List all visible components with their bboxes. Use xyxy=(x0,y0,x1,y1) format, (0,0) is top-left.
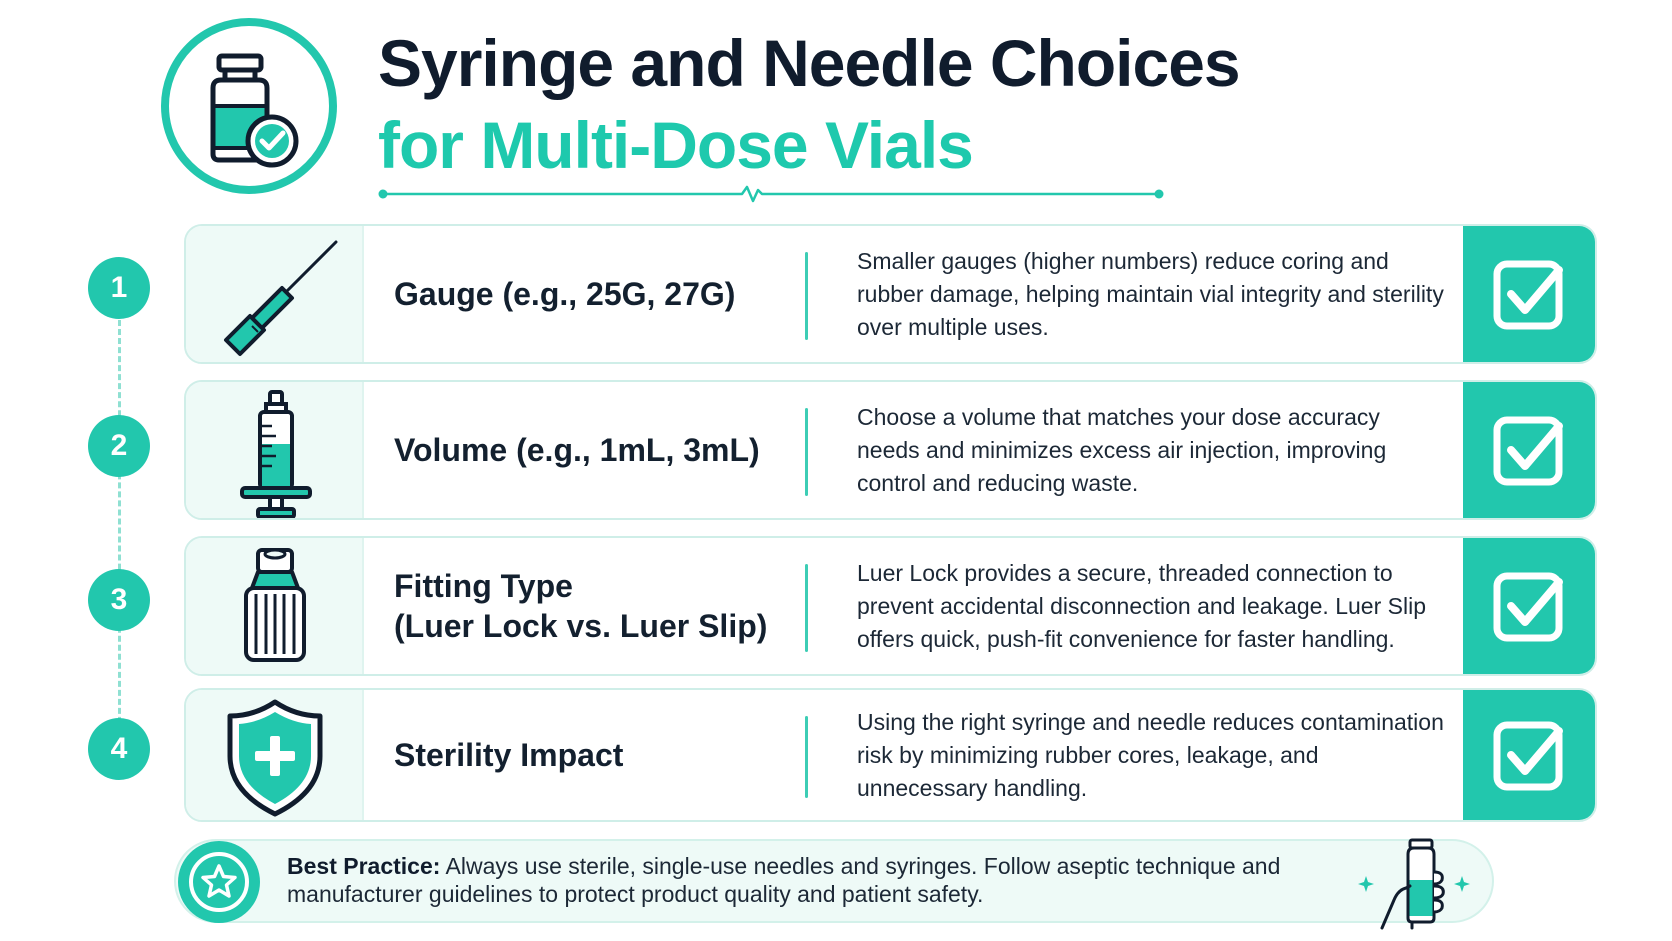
step-icon-cell xyxy=(186,226,364,362)
step-description: Smaller gauges (higher numbers) reduce coring and rubber damage, helping maintain vial integrity and sterility over multiple uses. xyxy=(857,247,1444,340)
step-description: Choose a volume that matches your dose accuracy needs and minimizes excess air injection, improving control and reducing waste. xyxy=(857,403,1387,496)
step-label xyxy=(394,690,774,820)
step-check-cell xyxy=(1463,538,1595,674)
step-label-line-1: Volume (e.g., 1mL, 3mL) xyxy=(394,432,760,468)
checkbox-check-icon xyxy=(1463,382,1595,520)
step-label-line-2: (Luer Lock vs. Luer Slip) xyxy=(394,608,768,644)
step-card-volume xyxy=(184,380,1597,520)
best-practice-label: Best Practice: xyxy=(287,853,441,879)
step-divider xyxy=(805,408,808,496)
step-icon-cell xyxy=(186,690,364,820)
step-card-gauge xyxy=(184,224,1597,364)
step-number-4: 4 xyxy=(88,718,150,780)
step-label-line-1: Fitting Type xyxy=(394,568,573,604)
vial-check-icon xyxy=(169,26,329,186)
step-card-sterility-impact xyxy=(184,688,1597,822)
step-check-cell xyxy=(1463,382,1595,518)
page-title xyxy=(378,22,1240,186)
step-connector xyxy=(118,320,121,750)
step-check-cell xyxy=(1463,690,1595,820)
header-logo xyxy=(161,18,337,194)
step-label xyxy=(394,538,774,674)
syringe-icon xyxy=(186,382,364,520)
title-line-1: Syringe and Needle Choices xyxy=(378,26,1240,100)
best-practice-badge xyxy=(178,841,260,923)
checkbox-check-icon xyxy=(1463,538,1595,676)
step-label-line-1: Gauge (e.g., 25G, 27G) xyxy=(394,276,736,312)
step-number-3: 3 xyxy=(88,569,150,631)
step-icon-cell xyxy=(186,382,364,518)
step-description: Using the right syringe and needle reduces contamination risk by minimizing rubber cores, leakage, and unnecessary handling. xyxy=(857,708,1444,801)
step-divider xyxy=(805,564,808,652)
step-icon-cell xyxy=(186,538,364,674)
step-label xyxy=(394,382,774,518)
best-practice-body: Always use sterile, single-use needles and syringes. Follow aseptic technique and manufacturer guidelines to protect product quality and patient safety. xyxy=(287,853,1281,907)
best-practice-text xyxy=(287,852,1347,908)
title-line-2: for Multi-Dose Vials xyxy=(378,108,973,182)
step-number-2: 2 xyxy=(88,415,150,477)
step-label-line-1: Sterility Impact xyxy=(394,737,624,773)
step-label xyxy=(394,226,774,362)
hand-holding-vial-icon xyxy=(1352,832,1482,932)
checkbox-check-icon xyxy=(1463,226,1595,364)
star-icon xyxy=(178,841,260,923)
checkbox-check-icon xyxy=(1463,690,1595,822)
shield-plus-icon xyxy=(186,690,364,822)
step-divider xyxy=(805,252,808,340)
step-check-cell xyxy=(1463,226,1595,362)
needle-icon xyxy=(186,226,364,364)
step-description: Luer Lock provides a secure, threaded connection to prevent accidental disconnection and leakage. Luer Slip offers quick, push-fit convenience for faster handling. xyxy=(857,559,1426,652)
step-divider xyxy=(805,716,808,798)
step-card-fitting-type xyxy=(184,536,1597,676)
luer-fitting-icon xyxy=(186,538,364,676)
heartbeat-divider xyxy=(378,184,1164,204)
step-number-1: 1 xyxy=(88,257,150,319)
